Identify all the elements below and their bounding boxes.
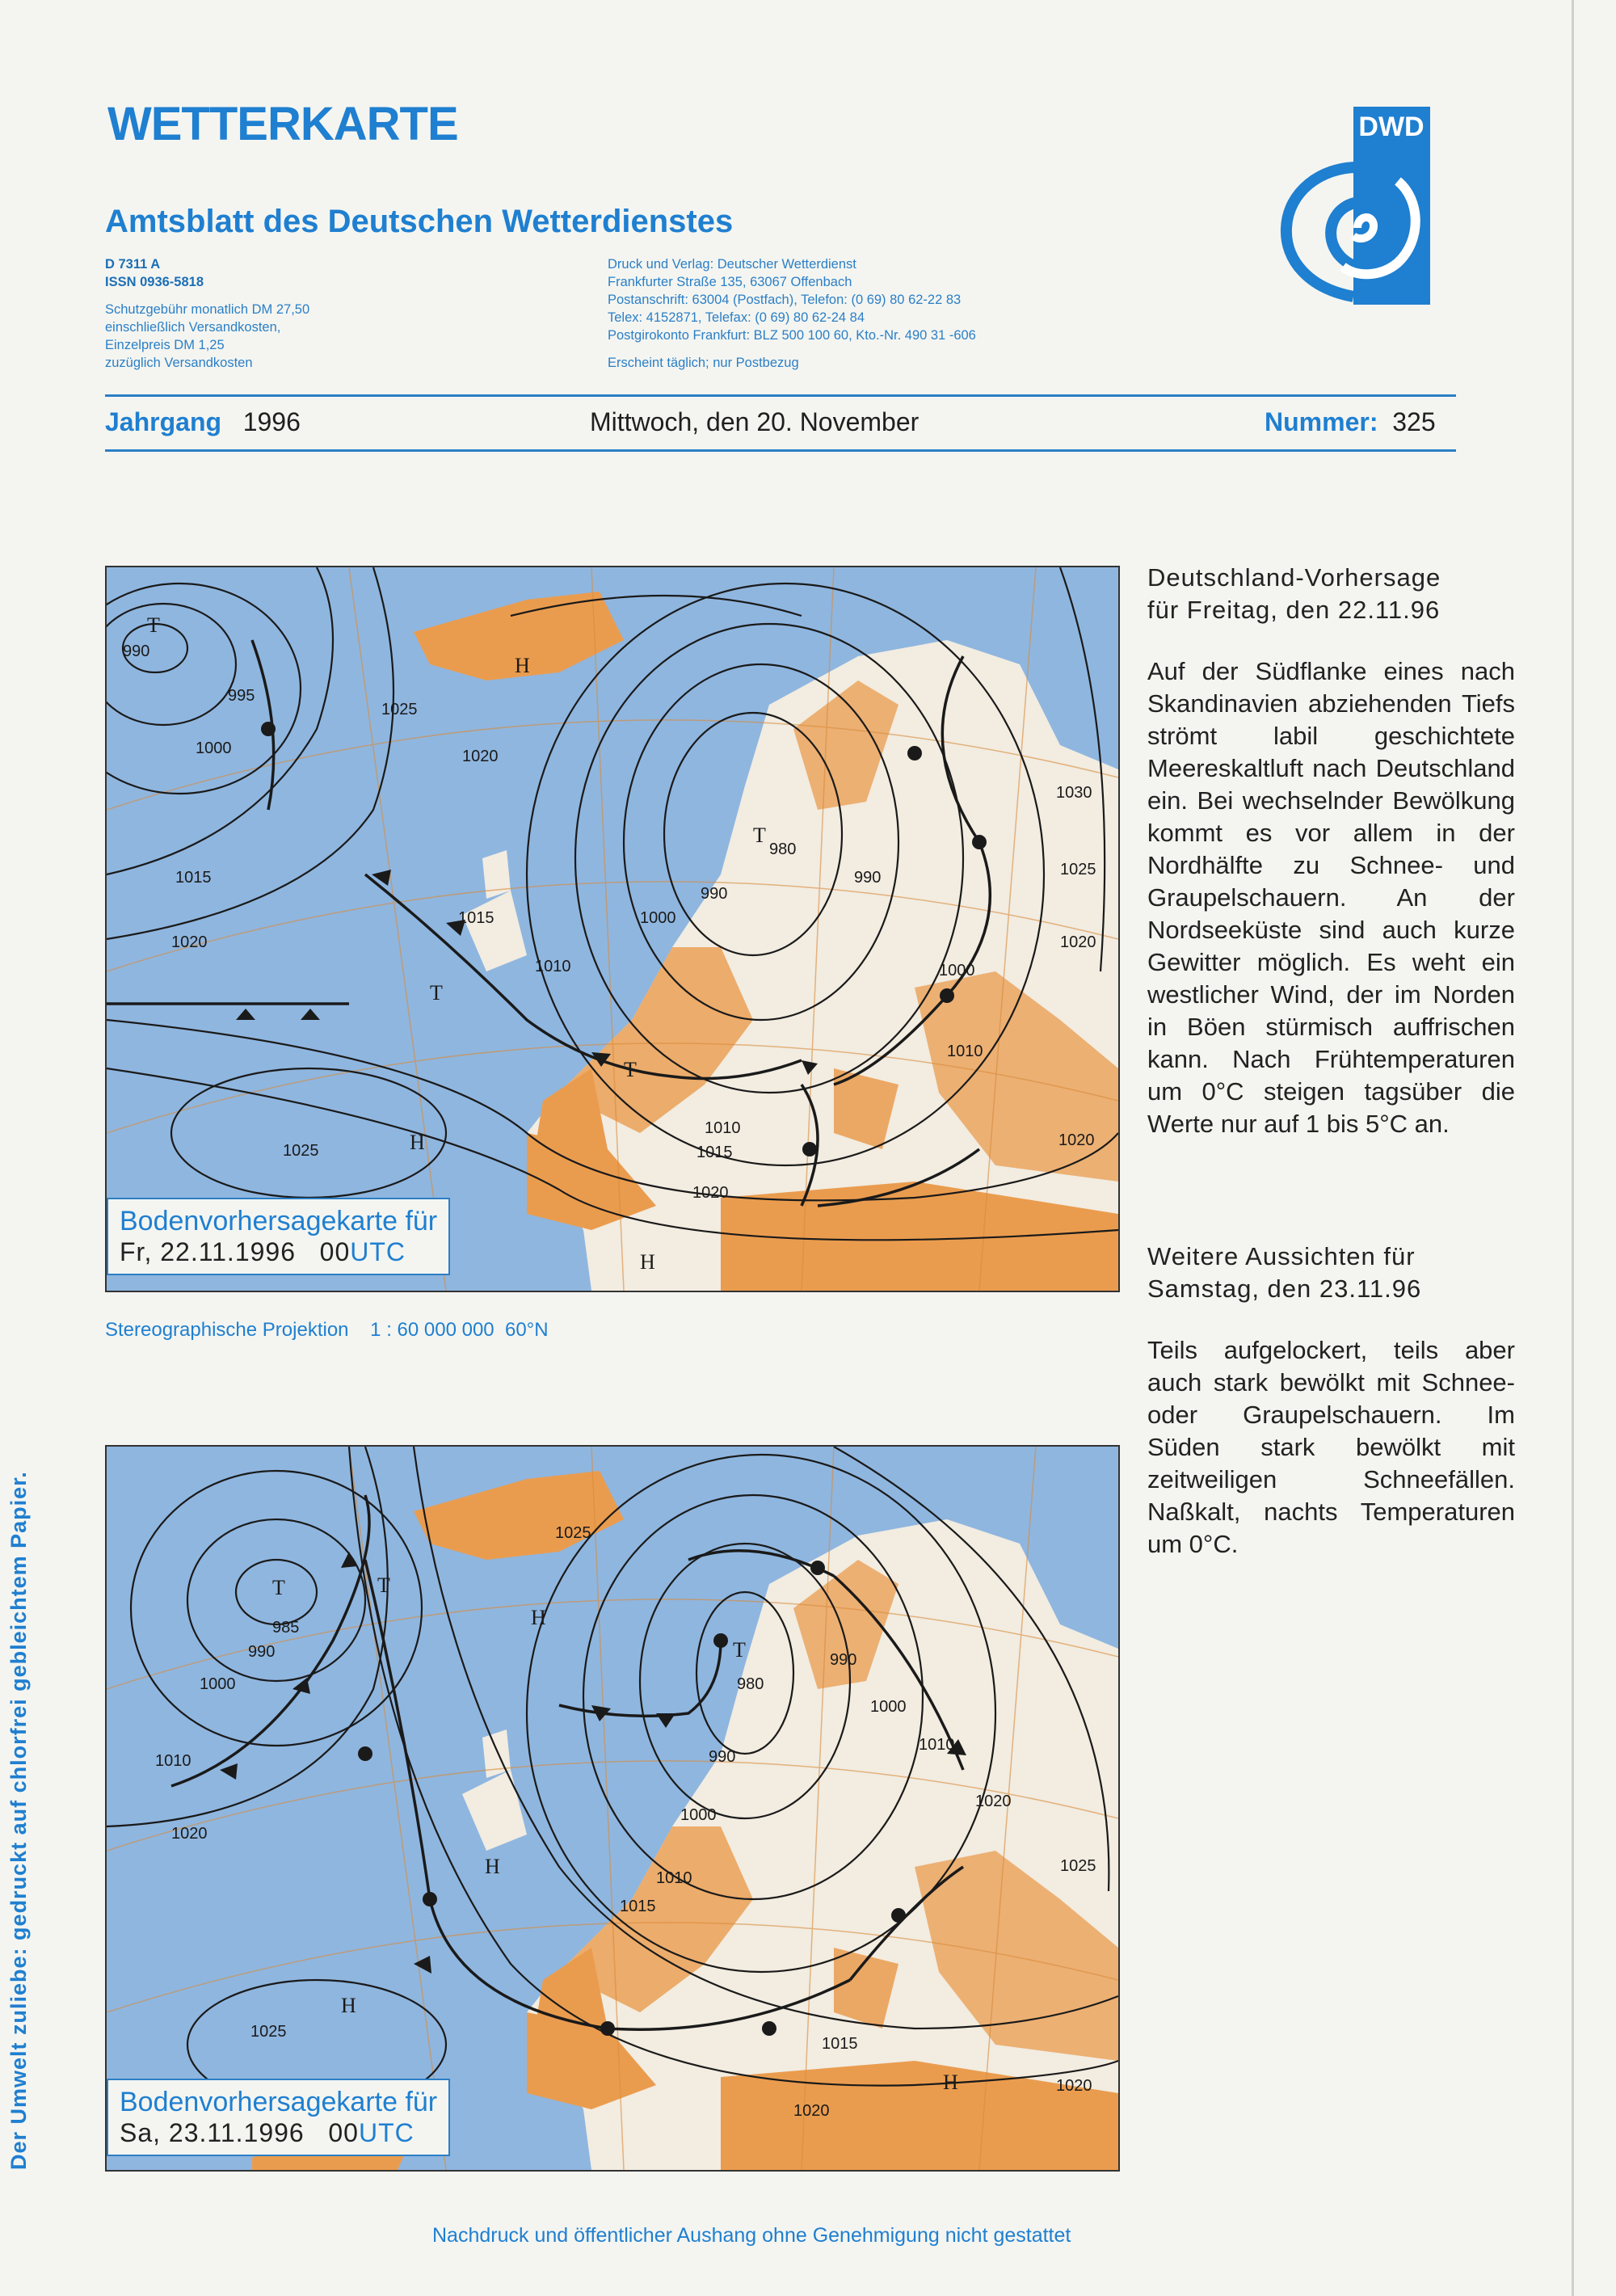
number-value: 325 xyxy=(1392,407,1436,436)
map1-chart xyxy=(107,567,1118,1291)
isobar-label: 990 xyxy=(701,885,728,903)
fee-line: Schutzgebühr monatlich DM 27,50 xyxy=(105,302,310,317)
forecast-map-friday xyxy=(105,566,1120,1292)
isobar-label: 1010 xyxy=(705,1119,741,1137)
isobar-label: 990 xyxy=(830,1651,857,1669)
low-mark: T xyxy=(733,1638,746,1662)
map2-utc: UTC xyxy=(358,2118,415,2147)
forecast-heading-1: Deutschland-Vorhersage xyxy=(1147,563,1441,592)
isobar-label: 1010 xyxy=(947,1043,983,1060)
map1-date: Fr, 22.11.1996 xyxy=(120,1237,296,1266)
high-mark: H xyxy=(531,1606,546,1629)
isobar-label: 990 xyxy=(854,869,882,887)
printer-line: Druck und Verlag: Deutscher Wetterdienst xyxy=(608,257,856,272)
footer-note: Nachdruck und öffentlicher Aushang ohne Genehmigung nicht gestattet xyxy=(432,2224,1071,2247)
isobar-label: 1025 xyxy=(381,701,418,718)
isobar-label: 1025 xyxy=(555,1524,591,1542)
map2-label xyxy=(107,2079,450,2156)
forecast-text: Auf der Südflanke eines nach Skandinavien abziehenden Tiefs strömt labil geschichtete Meereskaltluft nach Deutschland ein. Bei wechselnder Bewölkung kommt es vor allem in der Nordhälfte zu Schnee- und Graupelschauern. An der Nordseeküste sind auch kurze Gewitter möglich. Es weht ein westlicher Wind, der im Norden in Böen stürmisch auffrischen kann. Nach Frühtemperaturen um 0°C steigen tagsüber die Werte nur auf 1 bis 5°C an. xyxy=(1147,657,1515,1138)
rule-top xyxy=(105,394,1456,397)
page-edge xyxy=(1572,0,1574,2296)
isobar-label: 1025 xyxy=(250,2023,287,2041)
map2-time: 00 xyxy=(328,2118,359,2147)
low-mark: T xyxy=(624,1058,637,1081)
isobar-label: 1000 xyxy=(939,962,975,979)
map1-label-date xyxy=(120,1237,437,1267)
fee-line: zuzüglich Versandkosten xyxy=(105,356,253,370)
printer-line: Frankfurter Straße 135, 63067 Offenbach xyxy=(608,275,852,289)
isobar-label: 1015 xyxy=(696,1144,733,1161)
isobar-label: 1015 xyxy=(620,1898,656,1915)
isobar-label: 1025 xyxy=(283,1142,319,1160)
isobar-label: 980 xyxy=(769,840,797,858)
sidebar-note: Der Umwelt zuliebe: gedruckt auf chlorfrei gebleichtem Papier. xyxy=(6,1471,31,2170)
isobar-label: 1025 xyxy=(1060,861,1096,878)
code-1: D 7311 A xyxy=(105,257,161,272)
map2-label-date xyxy=(120,2118,437,2148)
number-label: Nummer: xyxy=(1265,407,1378,436)
forecast-heading-2: für Freitag, den 22.11.96 xyxy=(1147,596,1441,624)
outlook-text: Teils aufgelockert, teils aber auch stark bewölkt mit Schnee- oder Graupelschauern. Im Süden stark bewölkt mit zeitweiligen Schneefällen. Naßkalt, nachts Temperaturen um 0°C. xyxy=(1147,1336,1515,1558)
map1-land xyxy=(414,592,1118,1291)
isobar-label: 1020 xyxy=(171,933,208,951)
map1-label xyxy=(107,1198,450,1275)
isobar-label: 1020 xyxy=(793,2102,830,2120)
isobar-label: 1015 xyxy=(458,909,494,927)
logo-text: DWD xyxy=(1358,112,1425,142)
isobar-label: 1000 xyxy=(200,1675,236,1693)
map2-label-title: Bodenvorhersagekarte für xyxy=(120,2087,438,2117)
isobar-label: 1020 xyxy=(171,1825,208,1843)
projection-note: Stereographische Projektion 1 : 60 000 000 60°N xyxy=(105,1319,549,1341)
isobar-label: 1020 xyxy=(692,1184,729,1202)
isobar-label: 1020 xyxy=(1056,2077,1092,2095)
isobar-label: 990 xyxy=(248,1643,276,1661)
forecast-map-saturday xyxy=(105,1445,1120,2172)
low-mark: T xyxy=(377,1573,390,1597)
isobar-label: 980 xyxy=(737,1675,764,1693)
isobar-label: 1025 xyxy=(1060,1857,1096,1875)
isobar-label: 1000 xyxy=(640,909,676,927)
high-mark: H xyxy=(943,2071,958,2094)
high-mark: H xyxy=(515,654,530,677)
map2-date: Sa, 23.11.1996 xyxy=(120,2118,305,2147)
high-mark: H xyxy=(341,1994,356,2017)
map1-label-title: Bodenvorhersagekarte für xyxy=(120,1206,438,1236)
page-title: WETTERKARTE xyxy=(107,98,458,150)
year-block xyxy=(105,407,301,437)
isobar-label: 985 xyxy=(272,1619,300,1637)
isobar-label: 1000 xyxy=(680,1806,717,1824)
fee-line: Einzelpreis DM 1,25 xyxy=(105,338,225,352)
isobar-label: 1010 xyxy=(155,1752,191,1770)
isobar-label: 990 xyxy=(123,642,150,660)
rule-bottom xyxy=(105,449,1456,452)
page-subtitle: Amtsblatt des Deutschen Wetterdienstes xyxy=(105,204,734,239)
outlook-heading-1: Weitere Aussichten für xyxy=(1147,1242,1416,1270)
isobar-label: 1000 xyxy=(196,739,232,757)
forecast-column xyxy=(1147,562,1515,1140)
isobar-label: 1020 xyxy=(1060,933,1096,951)
appearance-note: Erscheint täglich; nur Postbezug xyxy=(608,356,799,370)
printer-line: Postanschrift: 63004 (Postfach), Telefon: (0 69) 80 62-22 83 xyxy=(608,293,962,307)
isobar-label: 1010 xyxy=(656,1869,692,1887)
outlook-column xyxy=(1147,1241,1515,1561)
publication-info xyxy=(105,255,444,372)
outlook-heading-2: Samstag, den 23.11.96 xyxy=(1147,1274,1422,1303)
high-mark: H xyxy=(410,1131,425,1154)
printer-line: Telex: 4152871, Telefax: (0 69) 80 62-24 84 xyxy=(608,310,865,325)
isobar-label: 995 xyxy=(228,687,255,705)
isobar-label: 1000 xyxy=(870,1698,907,1716)
issue-date: Mittwoch, den 20. November xyxy=(590,407,920,436)
year-label: Jahrgang xyxy=(105,407,222,436)
year-value: 1996 xyxy=(242,407,301,436)
low-mark: T xyxy=(147,613,160,637)
isobar-label: 1010 xyxy=(535,958,571,975)
number-block xyxy=(1265,407,1436,437)
map1-time: 00 xyxy=(319,1237,351,1266)
printer-line: Postgirokonto Frankfurt: BLZ 500 100 60, Kto.-Nr. 490 31 -606 xyxy=(608,328,976,343)
code-2: ISSN 0936-5818 xyxy=(105,275,204,289)
fee-line: einschließlich Versandkosten, xyxy=(105,320,281,335)
map1-utc: UTC xyxy=(350,1237,406,1266)
isobar-label: 1010 xyxy=(919,1736,955,1754)
high-mark: H xyxy=(640,1250,655,1274)
printer-info xyxy=(608,255,1092,372)
high-mark: H xyxy=(485,1855,500,1878)
isobar-label: 1020 xyxy=(975,1793,1012,1810)
map2-chart xyxy=(107,1447,1118,2170)
low-mark: T xyxy=(430,981,443,1005)
isobar-label: 1020 xyxy=(462,748,499,765)
low-mark: T xyxy=(272,1576,285,1599)
isobar-label: 1015 xyxy=(175,869,212,887)
dwd-logo xyxy=(1277,107,1430,305)
isobar-label: 1015 xyxy=(822,2035,858,2053)
isobar-label: 990 xyxy=(709,1748,736,1766)
isobar-label: 1020 xyxy=(1058,1131,1095,1149)
low-mark: T xyxy=(753,824,766,847)
isobar-label: 1030 xyxy=(1056,784,1092,802)
